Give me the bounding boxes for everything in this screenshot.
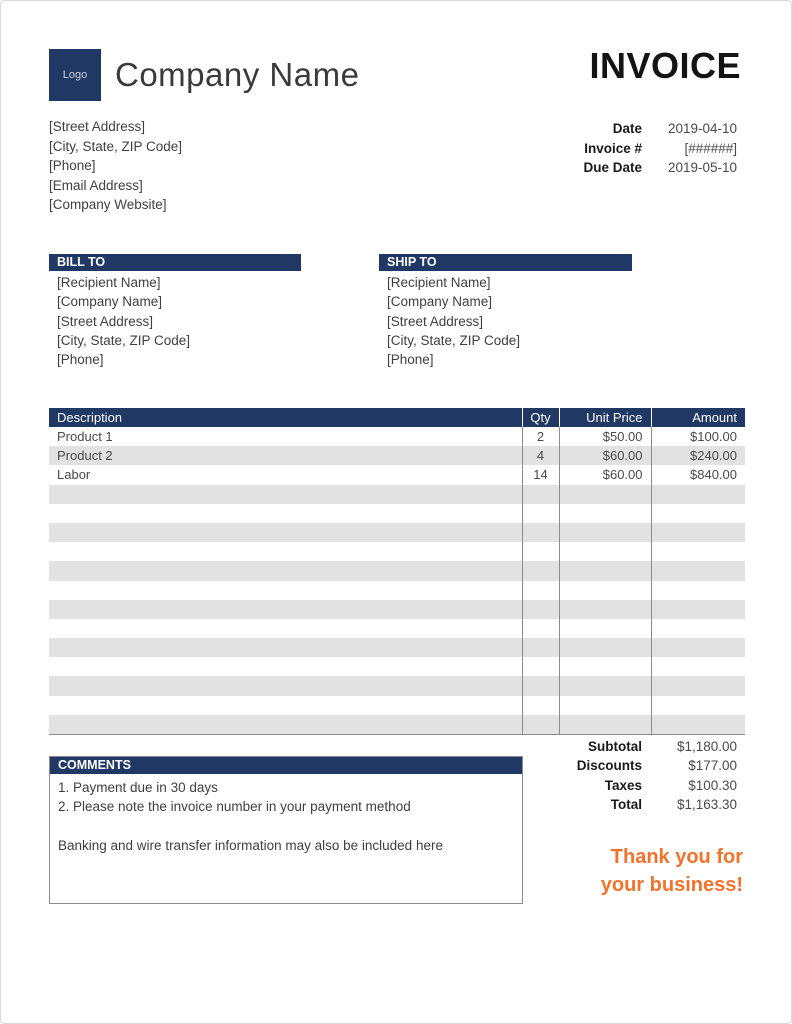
discounts-label: Discounts: [576, 758, 642, 774]
ship-to-phone: [Phone]: [387, 352, 434, 368]
comments-header: COMMENTS: [50, 757, 522, 774]
thank-you-line-2: your business!: [600, 874, 743, 896]
item-unit-price: $50.00: [559, 427, 651, 446]
taxes-value: $100.30: [688, 777, 737, 793]
company-logo: [49, 49, 101, 101]
taxes-row: [497, 776, 737, 795]
meta-row-date: [497, 119, 737, 139]
ship-to-recipient-name: [Recipient Name]: [387, 275, 491, 290]
invoice-meta-block: [497, 119, 737, 178]
item-unit-price: $60.00: [559, 465, 651, 484]
table-row: [49, 427, 745, 446]
header-qty: Qty: [522, 408, 559, 427]
item-description: Labor: [57, 467, 91, 483]
table-row: [49, 446, 745, 465]
empty-table-row: [49, 676, 745, 695]
empty-table-row: [49, 485, 745, 504]
due-date-value: 2019-05-10: [667, 160, 737, 175]
date-value: 2019-04-10: [667, 121, 737, 136]
company-phone: [Phone]: [49, 158, 96, 173]
total-label: Total: [610, 796, 642, 812]
company-name: Company Name: [115, 56, 360, 93]
bill-to-city-state-zip: [City, State, ZIP Code]: [57, 332, 191, 348]
comments-body: [50, 774, 522, 859]
total-value: $1,163.30: [676, 796, 737, 812]
subtotal-value: $1,180.00: [676, 739, 737, 754]
empty-table-row: [49, 638, 745, 657]
item-amount: $100.00: [651, 427, 745, 446]
ship-to-city-state-zip: [City, State, ZIP Code]: [387, 332, 521, 348]
empty-table-row: [49, 504, 745, 523]
meta-row-due-date: [497, 158, 737, 178]
empty-table-row: [49, 581, 745, 600]
ship-to-header: SHIP TO: [379, 254, 632, 271]
comment-line: 1. Payment due in 30 days: [58, 780, 218, 795]
bill-to-recipient-name: [Recipient Name]: [57, 275, 161, 290]
comment-line: 2. Please note the invoice number in your payment method: [58, 799, 411, 815]
item-qty: 14: [522, 465, 559, 484]
header-unit-price: Unit Price: [559, 408, 651, 427]
company-info-block: [49, 117, 182, 215]
empty-table-row: [49, 657, 745, 676]
comment-line-blank: [58, 817, 514, 836]
item-amount: $840.00: [651, 465, 745, 484]
empty-table-row: [49, 561, 745, 580]
bill-to-lines: [49, 271, 301, 369]
header-amount: Amount: [651, 408, 745, 427]
comments-box: [49, 756, 523, 904]
discounts-value: $177.00: [688, 758, 737, 774]
item-unit-price: $60.00: [559, 446, 651, 465]
table-row: [49, 465, 745, 484]
company-city-state-zip: [City, State, ZIP Code]: [49, 138, 183, 154]
item-qty: 2: [522, 427, 559, 446]
empty-table-row: [49, 696, 745, 715]
subtotal-row: [497, 737, 737, 756]
empty-table-row: [49, 619, 745, 638]
item-qty: 4: [522, 446, 559, 465]
discounts-row: [497, 756, 737, 775]
items-header-row: [49, 408, 745, 427]
due-date-label: Due Date: [583, 160, 642, 175]
total-row: [497, 795, 737, 814]
bill-to-street-address: [Street Address]: [57, 313, 154, 329]
empty-table-row: [49, 523, 745, 542]
bill-to-header: BILL TO: [49, 254, 301, 271]
bill-to-section: [49, 254, 301, 369]
ship-to-section: [379, 254, 632, 369]
thank-you-note: [601, 843, 743, 899]
ship-to-lines: [379, 271, 632, 369]
bill-to-phone: [Phone]: [57, 352, 104, 368]
comment-line: Banking and wire transfer information may also be included here: [58, 837, 443, 853]
header-description: Description: [49, 408, 522, 427]
date-label: Date: [612, 121, 642, 136]
ship-to-street-address: [Street Address]: [387, 313, 484, 329]
item-amount: $240.00: [651, 446, 745, 465]
totals-block: [497, 737, 737, 814]
items-table: [49, 408, 745, 735]
bill-to-company-name: [Company Name]: [57, 294, 163, 310]
logo-label: Logo: [62, 69, 88, 81]
invoice-title: INVOICE: [589, 45, 741, 86]
subtotal-label: Subtotal: [588, 739, 642, 754]
company-street-address: [Street Address]: [49, 119, 146, 134]
empty-table-row: [49, 542, 745, 561]
empty-table-row: [49, 715, 745, 734]
item-description: Product 2: [57, 448, 113, 464]
item-description: Product 1: [57, 429, 113, 445]
meta-row-invoice-number: [497, 139, 737, 159]
company-email: [Email Address]: [49, 177, 143, 193]
empty-table-row: [49, 600, 745, 619]
invoice-number-label: Invoice #: [584, 140, 642, 156]
ship-to-company-name: [Company Name]: [387, 294, 493, 310]
invoice-number-value: [######]: [684, 140, 737, 156]
taxes-label: Taxes: [604, 777, 642, 793]
thank-you-line-1: Thank you for: [610, 846, 743, 868]
company-website: [Company Website]: [49, 197, 167, 212]
